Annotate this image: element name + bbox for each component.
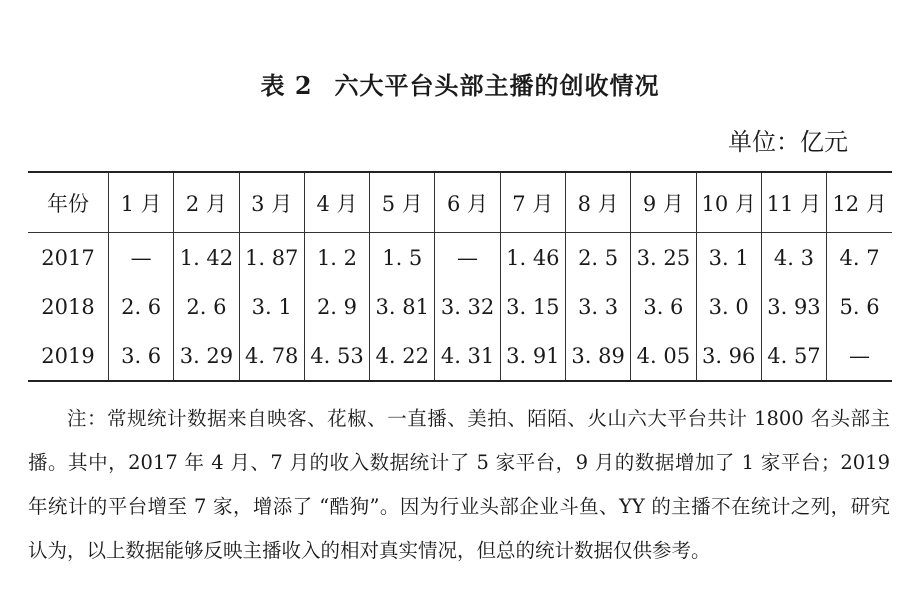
header-month: 3 月 [239, 172, 304, 233]
table-cell: 3. 6 [631, 282, 696, 331]
table-cell: 3. 91 [500, 331, 565, 381]
row-year: 2017 [41, 245, 95, 270]
table-number: 表 2 [260, 71, 313, 100]
table-title [0, 66, 920, 101]
table-cell: 2. 6 [109, 282, 174, 331]
table-cell: 4. 57 [761, 331, 826, 381]
header-month: 6 月 [435, 172, 500, 233]
table-row [28, 331, 892, 381]
table-cell: 4. 3 [761, 233, 826, 283]
table-cell: 3. 1 [239, 282, 304, 331]
revenue-table [28, 171, 892, 382]
table-cell: 3. 29 [174, 331, 239, 381]
table-cell: — [109, 233, 174, 283]
table-cell: 1. 42 [174, 233, 239, 283]
table-cell: — [435, 233, 500, 283]
table-cell: 2. 6 [174, 282, 239, 331]
table-cell: 4. 78 [239, 331, 304, 381]
table-cell: 3. 3 [565, 282, 630, 331]
header-month: 11 月 [761, 172, 826, 233]
table-cell: — [827, 331, 892, 381]
table-cell: 1. 46 [500, 233, 565, 283]
table-header-row [28, 172, 892, 233]
table-cell: 3. 1 [696, 233, 761, 283]
table-cell: 3. 0 [696, 282, 761, 331]
header-year: 年份 [28, 172, 109, 233]
table-cell: 5. 6 [827, 282, 892, 331]
table-cell: 4. 53 [304, 331, 369, 381]
header-month: 7 月 [500, 172, 565, 233]
table-row [28, 282, 892, 331]
header-month: 9 月 [631, 172, 696, 233]
header-month: 4 月 [304, 172, 369, 233]
table-row [28, 233, 892, 283]
header-month: 2 月 [174, 172, 239, 233]
header-month: 5 月 [370, 172, 435, 233]
header-month: 12 月 [827, 172, 892, 233]
table-cell: 2. 5 [565, 233, 630, 283]
table-cell: 1. 5 [370, 233, 435, 283]
table-cell: 3. 96 [696, 331, 761, 381]
row-year: 2018 [41, 294, 95, 319]
table-cell: 3. 6 [109, 331, 174, 381]
table-cell: 1. 2 [304, 233, 369, 283]
unit-label: 单位：亿元 [728, 128, 848, 156]
table-cell: 4. 31 [435, 331, 500, 381]
table-cell: 2. 9 [304, 282, 369, 331]
table-cell: 1. 87 [239, 233, 304, 283]
table-cell: 4. 7 [827, 233, 892, 283]
header-month: 8 月 [565, 172, 630, 233]
header-month: 10 月 [696, 172, 761, 233]
table-note: 注：常规统计数据来自映客、花椒、一直播、美拍、陌陌、火山六大平台共计 1800 名头部主播。其中，2017 年 4 月、7 月的收入数据统计了 5 家平台，9 月的数据增加了 1 家平台；2019 年统计的平台增至 7 家，增添了 “酷狗”。因为行业头部企业斗鱼、YY 的主播不在统计之列，研究认为，以上数据能够反映主播收入的相对真实情况，但总的统计数据仅供参考。 [28, 407, 890, 562]
table-cell: 3. 25 [631, 233, 696, 283]
table-cell: 3. 15 [500, 282, 565, 331]
table-cell: 4. 22 [370, 331, 435, 381]
table-title-text: 六大平台头部主播的创收情况 [334, 71, 660, 100]
table-cell: 3. 93 [761, 282, 826, 331]
header-month: 1 月 [109, 172, 174, 233]
table-cell: 3. 32 [435, 282, 500, 331]
table-cell: 4. 05 [631, 331, 696, 381]
table-cell: 3. 89 [565, 331, 630, 381]
table-cell: 3. 81 [370, 282, 435, 331]
row-year: 2019 [41, 343, 95, 368]
